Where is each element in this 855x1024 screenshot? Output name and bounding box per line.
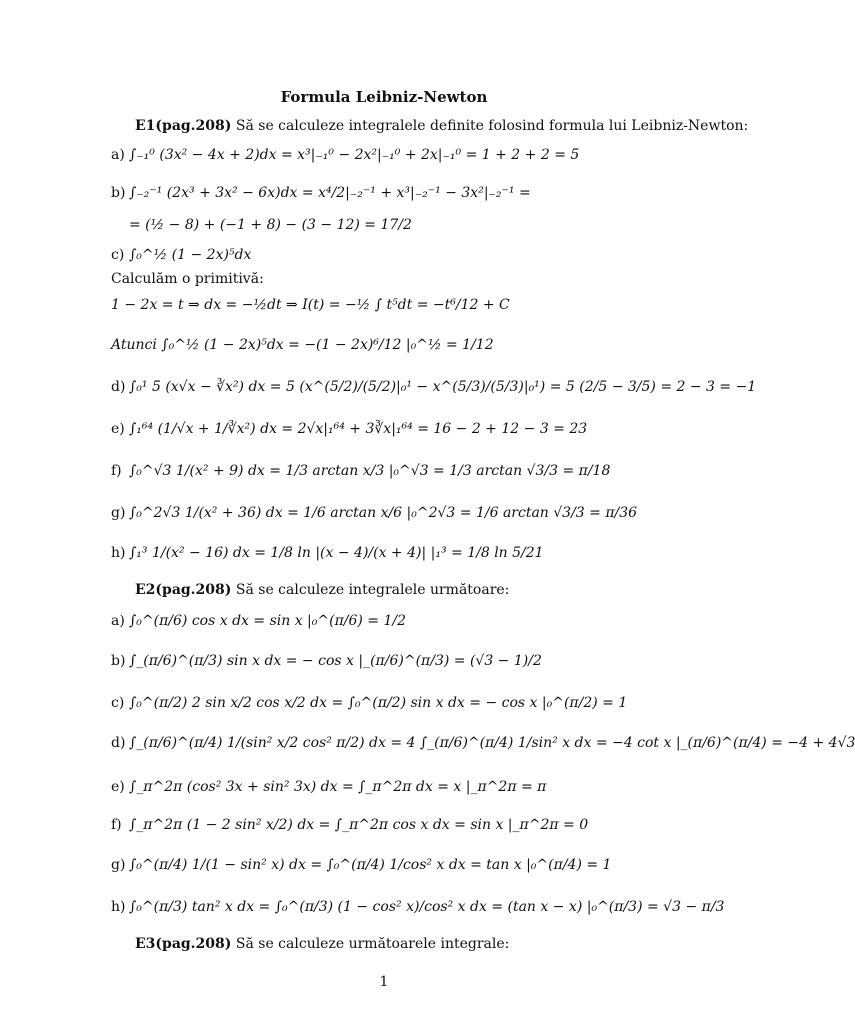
math-expression: ∫₀^(π/6) cos x dx = sin x |₀^(π/6) = 1/2 (129, 613, 407, 629)
exercise-line (111, 420, 587, 438)
section-heading-e3 (135, 936, 509, 952)
exercise-line (111, 296, 510, 314)
exercise-line (111, 856, 611, 874)
item-label: e) (111, 779, 125, 795)
section-heading-e2 (135, 582, 509, 598)
item-label: a) (111, 613, 125, 629)
exercise-line (111, 336, 494, 354)
exercise-line (111, 612, 406, 630)
exercise-line (111, 462, 610, 480)
exercise-line (111, 504, 637, 522)
item-label: e) (111, 421, 125, 437)
exercise-line (111, 778, 546, 796)
math-expression: ∫₀^2√3 1/(x² + 36) dx = 1/6 arctan x/6 |₀^2√3 = 1/6 arctan √3/3 = π/36 (129, 505, 638, 521)
exercise-line (111, 898, 724, 916)
exercise-line (111, 216, 412, 234)
exercise-line (111, 816, 588, 834)
item-label: d) (111, 735, 126, 751)
exercise-line (111, 378, 756, 396)
math-expression: ∫_(π/6)^(π/3) sin x dx = − cos x |_(π/6)^(π/3) = (√3 − 1)/2 (129, 653, 542, 669)
section-text: Să se calculeze integralele următoare: (235, 582, 510, 598)
item-label: f) (111, 463, 122, 479)
page-number: 1 (379, 974, 389, 990)
exercise-line (111, 184, 531, 202)
math-expression: 1 − 2x = t ⇒ dx = −½dt ⇒ I(t) = −½ ∫ t⁵dt = −t⁶/12 + C (111, 297, 510, 313)
text-line (111, 270, 264, 288)
item-label: b) (111, 185, 126, 201)
page-title: Formula Leibniz-Newton (280, 88, 488, 106)
exercise-line (111, 246, 251, 264)
math-expression: ∫_π^2π (cos² 3x + sin² 3x) dx = ∫_π^2π dx = x |_π^2π = π (129, 779, 547, 795)
math-expression: ∫_(π/6)^(π/4) 1/(sin² x/2 cos² π/2) dx = 4 ∫_(π/6)^(π/4) 1/sin² x dx = −4 cot x |_(π/6)^(π/4) = −4 + 4√3 (129, 735, 855, 751)
body-text: Calculăm o primitivă: (111, 271, 264, 287)
item-label: c) (111, 247, 125, 263)
math-expression: ∫₀¹ 5 (x√x − ∛x²) dx = 5 (x^(5/2)/(5/2)|₀¹ − x^(5/3)/(5/3)|₀¹) = 5 (2/5 − 3/5) = 2 − 3 = −1 (129, 379, 757, 395)
exercise-line (111, 146, 579, 164)
math-expression: ∫₀^(π/3) tan² x dx = ∫₀^(π/3) (1 − cos² x)/cos² x dx = (tan x − x) |₀^(π/3) = √3 − π/3 (129, 899, 725, 915)
item-label: h) (111, 899, 126, 915)
item-label: c) (111, 695, 125, 711)
math-expression: ∫₀^(π/4) 1/(1 − sin² x) dx = ∫₀^(π/4) 1/cos² x dx = tan x |₀^(π/4) = 1 (129, 857, 612, 873)
math-expression: ∫₋₁⁰ (3x² − 4x + 2)dx = x³|₋₁⁰ − 2x²|₋₁⁰ + 2x|₋₁⁰ = 1 + 2 + 2 = 5 (129, 147, 580, 163)
math-expression: ∫₀^½ (1 − 2x)⁵dx (129, 247, 252, 263)
exercise-line (111, 694, 627, 712)
exercise-line (111, 734, 855, 752)
item-label: d) (111, 379, 126, 395)
item-label: a) (111, 147, 125, 163)
section-label: E2(pag.208) (135, 582, 232, 598)
section-text: Să se calculeze integralele definite folosind formula lui Leibniz-Newton: (235, 118, 749, 134)
section-label: E3(pag.208) (135, 936, 232, 952)
item-label: f) (111, 817, 122, 833)
math-expression: ∫₋₂⁻¹ (2x³ + 3x² − 6x)dx = x⁴/2|₋₂⁻¹ + x³|₋₂⁻¹ − 3x²|₋₂⁻¹ = (129, 185, 531, 201)
math-expression: ∫₀^√3 1/(x² + 9) dx = 1/3 arctan x/3 |₀^√3 = 1/3 arctan √3/3 = π/18 (129, 463, 611, 479)
item-label: b) (111, 653, 126, 669)
section-heading-e1 (135, 118, 748, 134)
section-label: E1(pag.208) (135, 118, 232, 134)
exercise-line (111, 652, 542, 670)
math-expression: ∫_π^2π (1 − 2 sin² x/2) dx = ∫_π^2π cos x dx = sin x |_π^2π = 0 (129, 817, 589, 833)
item-label: g) (111, 857, 126, 873)
exercise-line (111, 544, 544, 562)
math-expression: Atunci ∫₀^½ (1 − 2x)⁵dx = −(1 − 2x)⁶/12 |₀^½ = 1/12 (111, 337, 494, 353)
item-label: h) (111, 545, 126, 561)
math-expression: ∫₁³ 1/(x² − 16) dx = 1/8 ln |(x − 4)/(x + 4)| |₁³ = 1/8 ln 5/21 (129, 545, 544, 561)
math-expression: ∫₁⁶⁴ (1/√x + 1/∛x²) dx = 2√x|₁⁶⁴ + 3∛x|₁⁶⁴ = 16 − 2 + 12 − 3 = 23 (129, 421, 588, 437)
section-text: Să se calculeze următoarele integrale: (235, 936, 510, 952)
math-expression: ∫₀^(π/2) 2 sin x/2 cos x/2 dx = ∫₀^(π/2) sin x dx = − cos x |₀^(π/2) = 1 (129, 695, 628, 711)
item-label: g) (111, 505, 126, 521)
math-expression: = (½ − 8) + (−1 + 8) − (3 − 12) = 17/2 (129, 217, 412, 233)
